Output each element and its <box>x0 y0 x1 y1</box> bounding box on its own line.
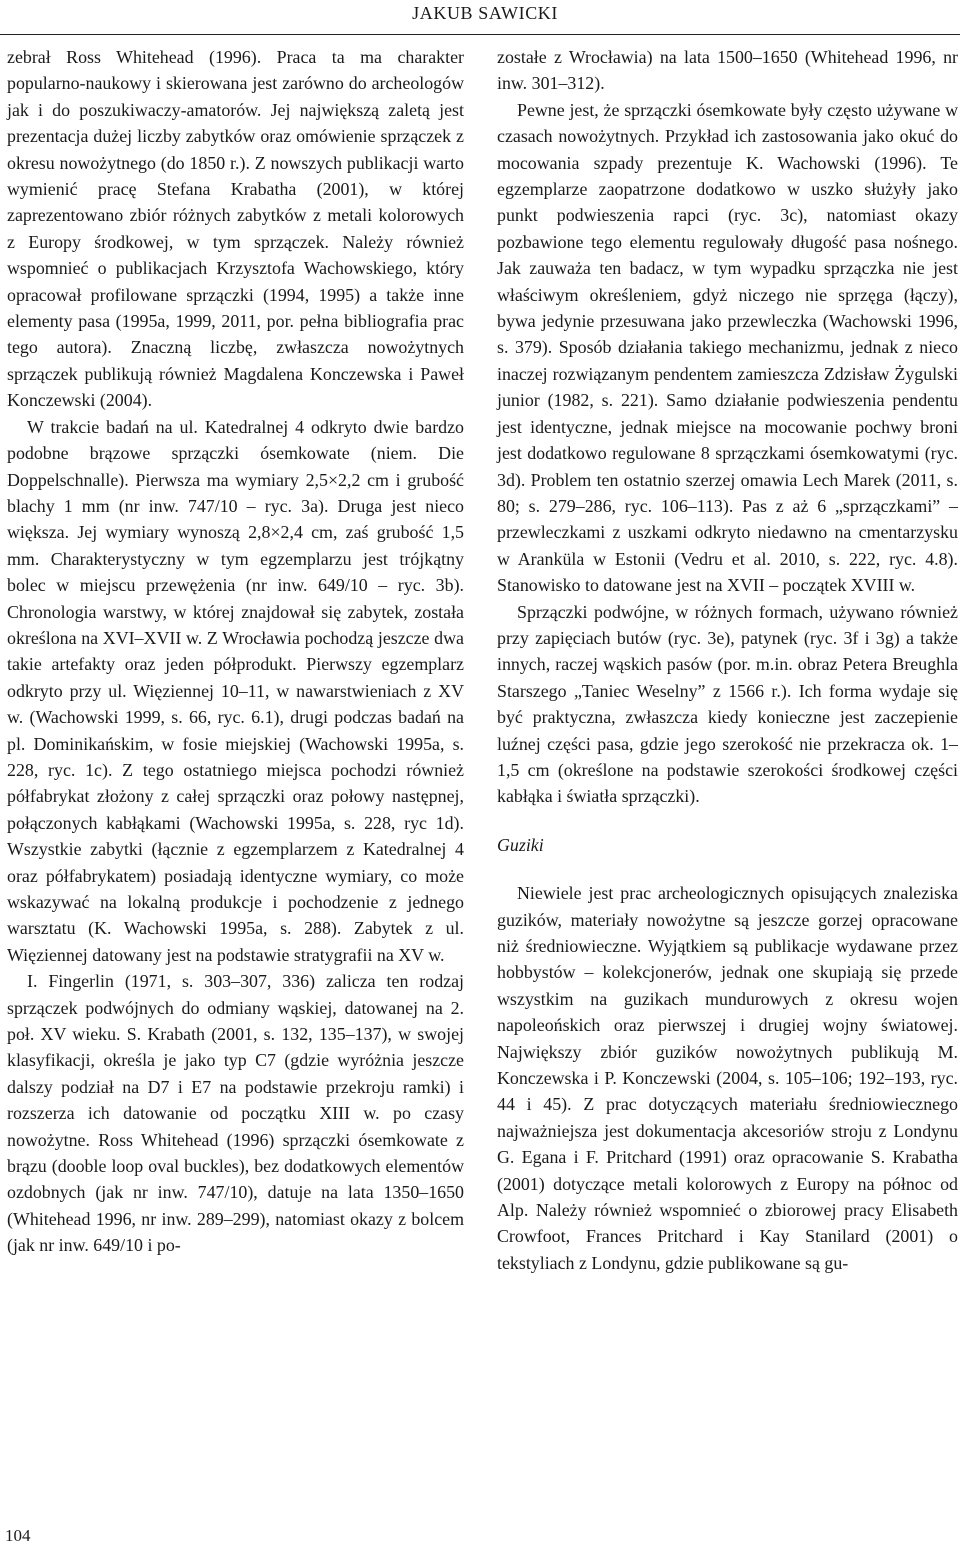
running-head: JAKUB SAWICKI <box>412 3 558 23</box>
right-column <box>497 44 958 1276</box>
left-column <box>7 44 464 1259</box>
section-heading: Guziki <box>497 834 544 855</box>
body-paragraph: zostałe z Wrocławia) na lata 1500–1650 (Whitehead 1996, nr inw. 301–312). <box>497 47 958 94</box>
header-rule <box>0 34 960 35</box>
page-number: 104 <box>5 1526 31 1545</box>
body-paragraph: Niewiele jest prac archeologicznych opisujących znaleziska guzików, materiały nowożytne są jeszcze gorzej opracowane niż średniowieczne. Wyjątkiem są publikacje wydawane przez hobbystów – kolekcjonerów, jednak one skupiają się przede wszystkim na guzikach mundurowych z okresu wojen napoleońskich oraz pierwszej i drugiej wojny światowej. Największy zbiór guzików nowożytnych publikują M. Konczewska i P. Konczewski (2004, s. 105–106; 192–193, ryc. 44 i 45). Z prac dotyczących materiału średniowiecznego najważniejsza jest dokumentacja akcesoriów stroju z Londynu G. Egana i F. Pritchard (1991) oraz opracowanie S. Krabatha (2001) dotyczące metali kolorowych z Europy na północ od Alp. Należy również wspomnieć o zbiorowej pracy Elisabeth Crowfoot, Frances Pritchard i Kay Stanilard (2001) o tekstyliach z Londynu, gdzie publikowane są gu- <box>497 883 958 1273</box>
body-paragraph: zebrał Ross Whitehead (1996). Praca ta ma charakter popularno-naukowy i skierowana jest zarówno do archeologów jak i do poszukiwaczy-amatorów. Jej największą zaletą jest prezentacja dużej liczby zabytków oraz omówienie sprzączek z okresu nowożytnego (do 1850 r.). Z nowszych publikacji warto wymienić pracę Stefana Krabatha (2001), w której zaprezentowano zbiór różnych zabytków z metali kolorowych z Europy środkowej, w tym sprzączek. Należy również wspomnieć o publikacjach Krzysztofa Wachowskiego, który opracował profilowane sprzączki (1994, 1995) a także inne elementy pasa (1995a, 1999, 2011, por. pełna bibliografia prac tego autora). Znaczną liczbę, zwłaszcza nowożytnych sprzączek publikują również Magdalena Konczewska i Paweł Konczewski (2004). <box>7 47 464 411</box>
body-paragraph: Sprzączki podwójne, w różnych formach, używano również przy zapięciach butów (ryc. 3e), patynek (ryc. 3f i 3g) a także innych, raczej wąskich pasów (por. m.in. obraz Petera Breughla Starszego „Taniec Weselny” z 1566 r.). Ich forma wydaje się być praktyczna, zwłaszcza kiedy konieczne jest zaczepienie luźnej części pasa, gdzie jego szerokość nie przekracza ok. 1–1,5 cm (określone na podstawie szerokości środkowej części kabłąka i światła sprzączki). <box>497 601 958 807</box>
body-paragraph: Pewne jest, że sprzączki ósemkowate były często używane w czasach nowożytnych. Przykład ich zastosowania jako okuć do mocowania szpady prezentuje K. Wachowski (1996). Te egzemplarze zaopatrzone dodatkowo w uszko służyły jako punkt podwieszenia rapci (ryc. 3c), natomiast okazy pozbawione tego elementu regulowały długość pasa nośnego. Jak zauważa ten badacz, w tym wypadku sprzączka nie jest właściwym określeniem, gdyż niczego nie sprzęga (łączy), bywa jedynie przesuwana jako przewleczka (Wachowski 1996, s. 379). Sposób działania takiego mechanizmu, jednak z nieco inaczej rozwiązanym pendentem zamieszcza Zdzisław Żygulski junior (1982, s. 221). Samo działanie podwieszenia pendentu jest identyczne, jednak miejsce na mocowanie pochwy broni jest dodatkowo regulowane 8 sprzączkami ósemkowatymi (ryc. 3d). Problem ten ostatnio szerzej omawia Lech Marek (2011, s. 80; s. 279–286, ryc. 106–113). Pas z aż 6 „sprzączkami” – przewleczkami z uszkami odkryto niedawno na cmentarzysku w Aranküla w Estonii (Vedru et al. 2010, s. 222, ryc. 4.8). Stanowisko to datowane jest na XVII – początek XVIII w. <box>497 99 958 596</box>
body-paragraph: I. Fingerlin (1971, s. 303–307, 336) zalicza ten rodzaj sprzączek podwójnych do odmiany wąskiej, datowanej na 2. poł. XV wieku. S. Krabath (2001, s. 132, 135–137), w swojej klasyfikacji, określa je jako typ C7 (gdzie wyróżnia jeszcze dalszy podział na D7 i E7 na podstawie przekroju ramki) i rozszerza ich datowanie od początku XIII w. po czasy nowożytne. Ross Whitehead (1996) sprzączki ósemkowate z brązu (dooble loop oval buckles), bez dodatkowych elementów ozdobnych (jak nr inw. 747/10), datuje na lata 1350–1650 (Whitehead 1996, nr inw. 289–299), natomiast okazy z bolcem (jak nr inw. 649/10 i po- <box>7 971 464 1256</box>
body-paragraph: W trakcie badań na ul. Katedralnej 4 odkryto dwie bardzo podobne brązowe sprzączki ósemkowate (niem. Die Doppelschnalle). Pierwsza ma wymiary 2,5×2,2 cm i grubość blachy 1 mm (nr inw. 747/10 – ryc. 3a). Druga jest nieco większa. Jej wymiary wynoszą 2,8×2,4 cm, zaś grubość 1,5 mm. Charakterystyczny w tym egzemplarzu jest trójkątny bolec w miejscu przewężenia (nr inw. 649/10 – ryc. 3b). Chronologia warstwy, w której znajdował się zabytek, została określona na XVI–XVII w. Z Wrocławia pochodzą jeszcze dwa takie artefakty oraz jeden półprodukt. Pierwszy egzemplarz odkryto przy ul. Więziennej 10–11, w nawarstwieniach z XV w. (Wachowski 1999, s. 66, ryc. 6.1), drugi podczas badań na pl. Dominikańskim, w fosie miejskiej (Wachowski 1995a, s. 228, ryc. 1c). Z tego ostatniego miejsca pochodzi również półfabrykat złożony z całej sprzączki oraz połowy następnej, połączonych kabłąkami (Wachowski 1995a, s. 228, ryc 1d). Wszystkie zabytki (łącznie z egzemplarzem z Katedralnej 4 oraz półfabrykatem) posiadają identyczne wymiary, co może wskazywać na lokalną produkcje i pochodzenie z jednego warsztatu (K. Wachowski 1995a, s. 288). Zabytek z ul. Więziennej datowany jest na podstawie stratygrafii na XV w. <box>7 416 464 965</box>
